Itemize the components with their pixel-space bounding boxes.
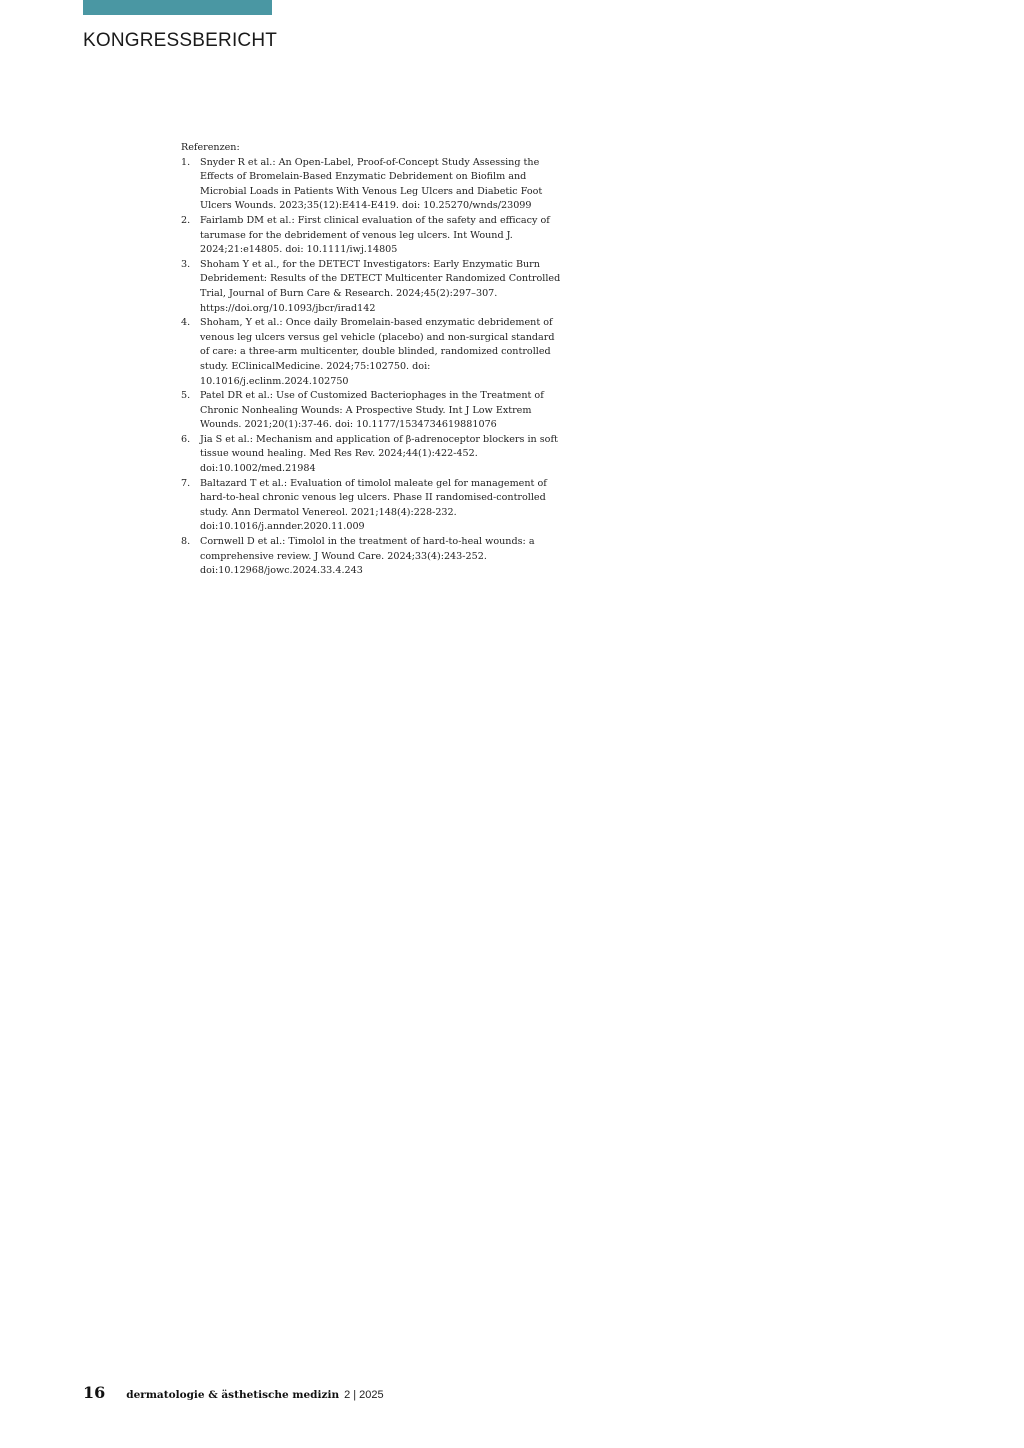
- reference-item: [181, 316, 561, 389]
- reference-item: [181, 214, 561, 258]
- reference-item: [181, 433, 561, 477]
- reference-text: Patel DR et al.: Use of Customized Bacteriophages in the Treatment of Chronic Nonhealing Wounds: A Prospective Study. Int J Low Extrem Wounds. 2021;20(1):37-46. doi: 10.1177/1534734619881076: [200, 390, 544, 431]
- reference-text: Cornwell D et al.: Timolol in the treatment of hard-to-heal wounds: a comprehensive review. J Wound Care. 2024;33(4):243-252. doi:10.12968/jowc.2024.33.4.243: [200, 536, 535, 577]
- reference-number: 4.: [181, 317, 191, 329]
- reference-number: 7.: [181, 477, 191, 489]
- reference-text: Jia S et al.: Mechanism and application of β-adrenoceptor blockers in soft tissue wound healing. Med Res Rev. 2024;44(1):422-452. doi:10.1002/med.21984: [200, 433, 558, 475]
- reference-number: 8.: [181, 536, 191, 548]
- reference-item: [181, 535, 561, 579]
- reference-item: [181, 258, 561, 316]
- reference-number: 3.: [181, 258, 191, 270]
- header-accent-bar: [83, 0, 272, 15]
- reference-text: Shoham, Y et al.: Once daily Bromelain-based enzymatic debridement of venous leg ulcers versus gel vehicle (placebo) and non-surgical standard of care: a three-arm multicenter, double blinded, randomized controlled study. EClinicalMedicine. 2024;75:102750. doi: 10.1016/j.eclinm.2024.102750: [200, 317, 555, 387]
- reference-text: Fairlamb DM et al.: First clinical evaluation of the safety and efficacy of tarumase for the debridement of venous leg ulcers. Int Wound J. 2024;21:e14805. doi: 10.1111/iwj.14805: [200, 214, 550, 256]
- reference-number: 1.: [181, 156, 191, 168]
- references-section: [181, 141, 561, 579]
- reference-number: 5.: [181, 390, 191, 402]
- reference-item: [181, 477, 561, 535]
- journal-name: dermatologie & ästhetische medizin: [126, 1389, 340, 1401]
- reference-text: Shoham Y et al., for the DETECT Investigators: Early Enzymatic Burn Debridement: Results of the DETECT Multicenter Randomized Controlled Trial, Journal of Burn Care & Research. 2024;45(2):297–307. https://doi.org/10.1093/jbcr/irad142: [200, 258, 561, 314]
- section-label: KONGRESSBERICHT: [83, 30, 278, 51]
- references-heading: Referenzen:: [181, 142, 240, 153]
- reference-number: 6.: [181, 433, 191, 445]
- references-list: [181, 156, 561, 579]
- issue-number: 2 | 2025: [344, 1389, 384, 1401]
- page-number: 16: [83, 1383, 106, 1402]
- reference-text: Baltazard T et al.: Evaluation of timolol maleate gel for management of hard-to-heal chronic venous leg ulcers. Phase II randomised-controlled study. Ann Dermatol Venereol. 2021;148(4):228-232. doi:10.1016/j.annder.2020.11.009: [200, 477, 547, 533]
- reference-item: [181, 156, 561, 214]
- reference-number: 2.: [181, 214, 191, 226]
- reference-text: Snyder R et al.: An Open-Label, Proof-of-Concept Study Assessing the Effects of Bromelain-Based Enzymatic Debridement on Biofilm and Microbial Loads in Patients With Venous Leg Ulcers and Diabetic Foot Ulcers Wounds. 2023;35(12):E414-E419. doi: 10.25270/wnds/23099: [200, 156, 543, 212]
- page-footer: [83, 1383, 384, 1402]
- reference-item: [181, 389, 561, 433]
